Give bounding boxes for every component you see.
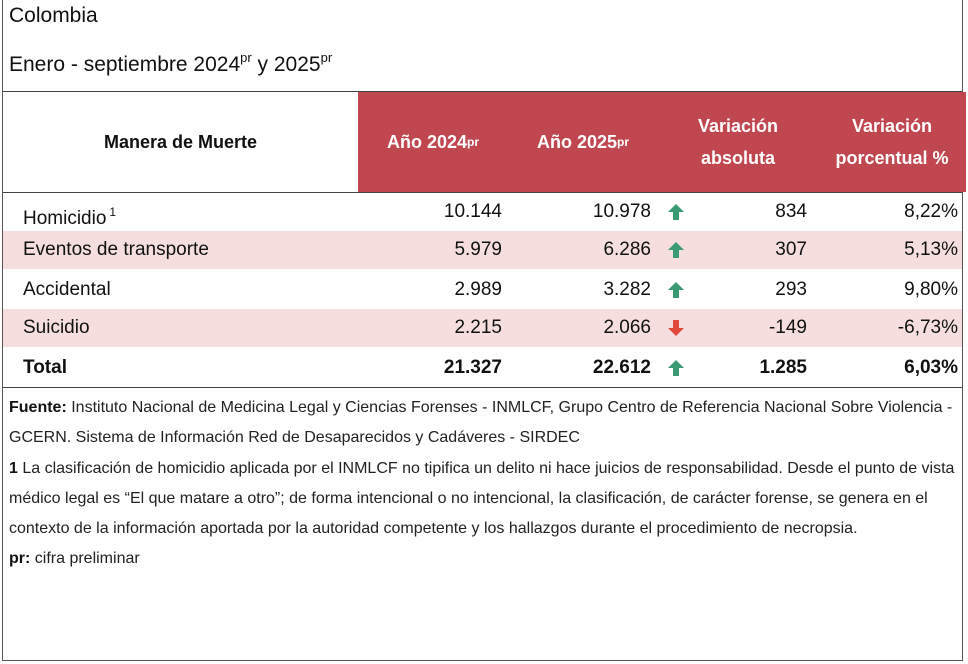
cell-name: Suicidio xyxy=(23,317,90,338)
pr-text: cifra preliminar xyxy=(30,550,140,568)
column-header-pct xyxy=(818,92,966,192)
source-note xyxy=(9,393,957,454)
col-2024-label: Año 2024 xyxy=(386,132,468,152)
cell-abs: 307 xyxy=(775,239,807,260)
cell-2025: 22.612 xyxy=(592,357,651,378)
cell-pct: 6,03% xyxy=(904,357,958,378)
source-text: Instituto Nacional de Medicina Legal y Ciencias Forenses - INMLCF, Grupo Centro de Referencia Nacional Sobre Violencia - GCERN. Sistema de Información Red de Desaparecidos y Cadáveres - SIRDEC xyxy=(9,399,953,447)
arrow-up-icon xyxy=(667,241,685,259)
cell-abs: 293 xyxy=(775,279,807,300)
table-row xyxy=(3,271,962,309)
column-header-2025 xyxy=(508,92,658,192)
cell-abs: 834 xyxy=(775,201,807,222)
table-frame xyxy=(2,0,963,661)
table-row xyxy=(3,193,962,231)
column-header-2024 xyxy=(358,92,508,192)
subtitle-sup-b: pr xyxy=(320,50,333,65)
col-pct-line1: Variación xyxy=(851,116,933,136)
footnotes xyxy=(9,393,957,575)
cell-2024: 5.979 xyxy=(454,239,502,260)
pr-label: pr: xyxy=(9,550,31,568)
cell-pct: 9,80% xyxy=(904,279,958,300)
cell-2025: 10.978 xyxy=(592,201,651,222)
cell-name: Total xyxy=(23,357,67,378)
arrow-down-icon xyxy=(667,319,685,337)
cell-2024: 2.989 xyxy=(454,279,502,300)
cell-pct: 5,13% xyxy=(904,239,958,260)
preliminary-note xyxy=(9,544,957,574)
cell-2025: 3.282 xyxy=(603,279,651,300)
arrow-up-icon xyxy=(667,359,685,377)
page-subtitle xyxy=(9,50,332,77)
footnote-marker: 1 xyxy=(109,205,117,219)
cell-2025: 2.066 xyxy=(603,317,651,338)
subtitle-sup-a: pr xyxy=(240,50,252,65)
col-abs-line2: absoluta xyxy=(700,148,775,168)
arrow-up-icon xyxy=(667,203,685,221)
note-number: 1 xyxy=(9,459,18,477)
cell-2025: 6.286 xyxy=(603,239,651,260)
cell-2024: 2.215 xyxy=(454,317,502,338)
subtitle-mid: y 2025 xyxy=(251,53,321,76)
homicide-note xyxy=(9,454,957,545)
col-2025-label: Año 2025 xyxy=(536,132,618,152)
col-pct-line2: porcentual % xyxy=(835,148,949,168)
cell-pct: 8,22% xyxy=(904,201,958,222)
column-header-manera: Manera de Muerte xyxy=(103,131,258,152)
column-header-abs xyxy=(658,92,818,192)
cell-name: Accidental xyxy=(23,279,111,300)
note-text: La clasificación de homicidio aplicada por el INMLCF no tipifica un delito ni hace juicios de responsabilidad. Desde el punto de vista médico legal es “El que matare a otro”; de forma intencional o no intencional, la clasificación, de carácter forense, se genera en el contexto de la información aportada por la autoridad competente y los hallazgos durante el procedimiento de necropsia. xyxy=(9,459,955,538)
divider xyxy=(3,387,962,388)
cell-2024: 21.327 xyxy=(443,357,502,378)
col-abs-line1: Variación xyxy=(697,116,779,136)
cell-abs: 1.285 xyxy=(759,357,807,378)
col-2025-sup: pr xyxy=(617,135,630,149)
arrow-up-icon xyxy=(667,281,685,299)
table-row xyxy=(3,231,962,269)
page-title: Colombia xyxy=(9,4,98,27)
cell-abs: -149 xyxy=(768,317,807,338)
cell-2024: 10.144 xyxy=(443,201,502,222)
source-label: Fuente: xyxy=(9,399,67,416)
cell-name: Eventos de transporte xyxy=(23,239,209,260)
table-row xyxy=(3,309,962,347)
table-row-total xyxy=(3,349,962,387)
subtitle-text: Enero - septiembre 2024 xyxy=(9,53,241,76)
cell-name xyxy=(23,193,116,231)
column-header-group xyxy=(358,92,966,192)
col-2024-sup: pr xyxy=(467,135,480,149)
cell-pct: -6,73% xyxy=(897,317,958,338)
row-name: Homicidio xyxy=(23,208,107,229)
